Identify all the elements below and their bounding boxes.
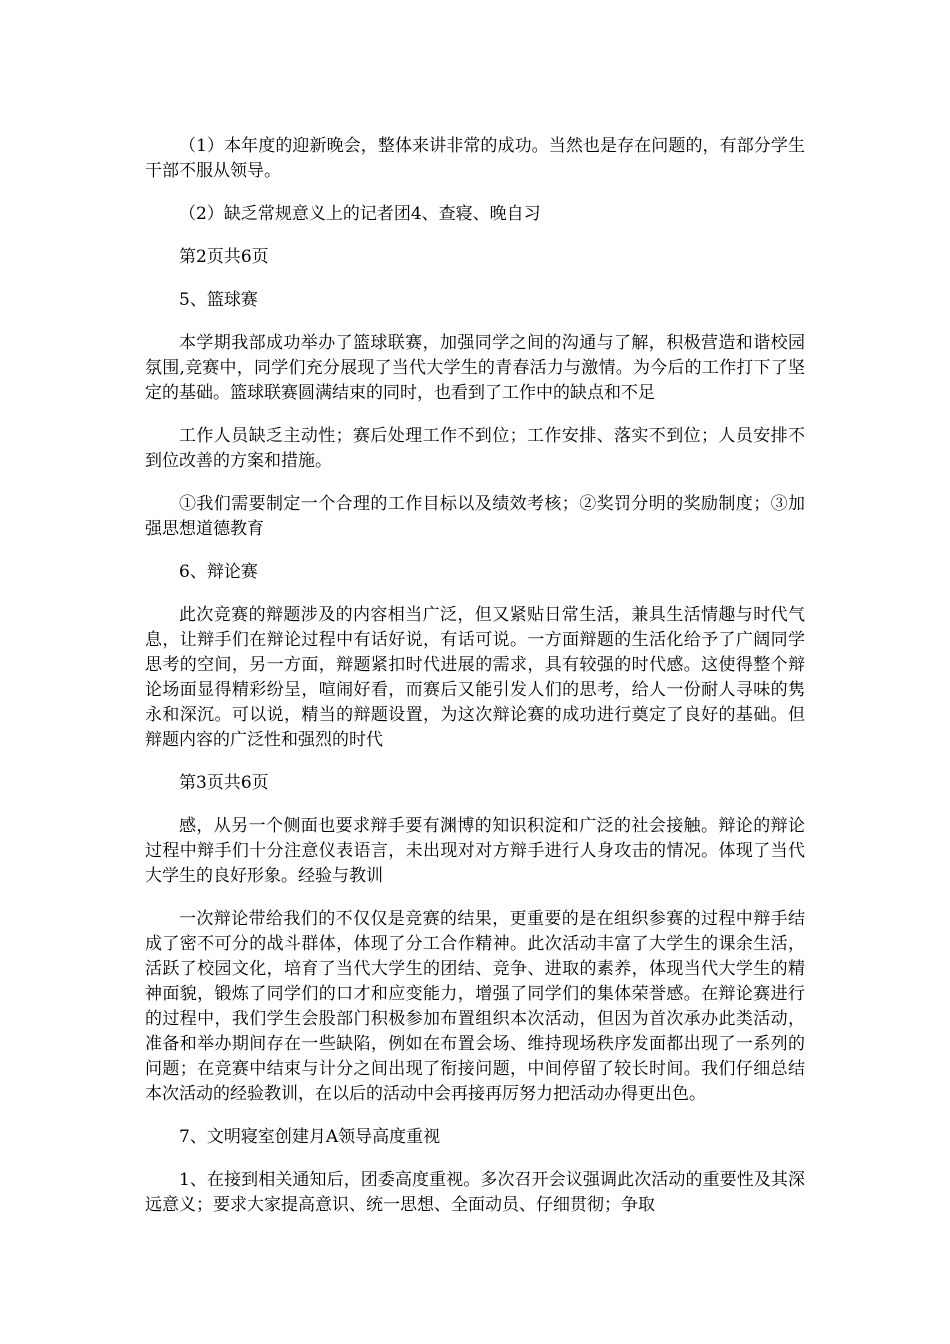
paragraph-reporter-team: （2）缺乏常规意义上的记者团4、查寝、晚自习 — [179, 204, 541, 224]
paragraph-basketball-measures: ①我们需要制定一个合理的工作目标以及绩效考核；②奖罚分明的奖励制度；③加强思想道德教育 — [145, 494, 805, 539]
document-body — [145, 134, 805, 1236]
heading-debate: 6、辩论赛 — [179, 562, 258, 582]
heading-dorm-month: 7、文明寝室创建月A领导高度重视 — [179, 1127, 441, 1147]
page-number-3: 第3页共6页 — [179, 773, 269, 793]
paragraph-basketball-summary: 本学期我部成功举办了篮球联赛，加强同学之间的沟通与了解，积极营造和谐校园氛围,竞赛中，同学们充分展现了当代大学生的青春活力与激情。为今后的工作打下了坚定的基础。篮球联赛圆满结束的同时，也看到了工作中的缺点和不足 — [145, 333, 805, 403]
paragraph-dorm-notice: 1、在接到相关通知后，团委高度重视。多次召开会议强调此次活动的重要性及其深远意义；要求大家提高意识、统一思想、全面动员、仔细贯彻；争取 — [145, 1170, 805, 1215]
paragraph-basketball-problems: 工作人员缺乏主动性；赛后处理工作不到位；工作安排、落实不到位；人员安排不到位改善的方案和措施。 — [145, 426, 805, 471]
paragraph-debate-topics: 此次竞赛的辩题涉及的内容相当广泛，但又紧贴日常生活，兼具生活情趣与时代气息，让辩手们在辩论过程中有话好说，有话可说。一方面辩题的生活化给予了广阔同学思考的空间，另一方面，辩题紧扣时代进展的需求，具有较强的时代感。这使得整个辩论场面显得精彩纷呈，喧闹好看，而赛后又能引发人们的思考，给人一份耐人寻味的隽永和深沉。可以说，精当的辩题设置，为这次辩论赛的成功进行奠定了良好的基础。但辩题内容的广泛性和强烈的时代 — [145, 605, 805, 750]
paragraph-debate-continued: 感，从另一个侧面也要求辩手要有渊博的知识积淀和广泛的社会接触。辩论的辩论过程中辩手们十分注意仪表语言，未出现对对方辩手进行人身攻击的情况。体现了当代大学生的良好形象。经验与教训 — [145, 816, 805, 886]
heading-basketball: 5、篮球赛 — [179, 290, 258, 310]
paragraph-welcome-party: （1）本年度的迎新晚会，整体来讲非常的成功。当然也是存在问题的，有部分学生干部不服从领导。 — [145, 136, 805, 181]
paragraph-debate-lessons: 一次辩论带给我们的不仅仅是竞赛的结果，更重要的是在组织参赛的过程中辩手结成了密不可分的战斗群体，体现了分工合作精神。此次活动丰富了大学生的课余生活，活跃了校园文化，培育了当代大学生的团结、竞争、进取的素养，体现当代大学生的精神面貌，锻炼了同学们的口才和应变能力，增强了同学们的集体荣誉感。在辩论赛进行的过程中，我们学生会股部门积极参加布置组织本次活动，但因为首次承办此类活动，准备和举办期间存在一些缺陷，例如在布置会场、维持现场秩序发面都出现了一系列的问题；在竞赛中结束与计分之间出现了衔接问题，中间停留了较长时间。我们仔细总结本次活动的经验教训，在以后的活动中会再接再厉努力把活动办得更出色。 — [145, 909, 805, 1104]
page-number-2: 第2页共6页 — [179, 247, 269, 267]
